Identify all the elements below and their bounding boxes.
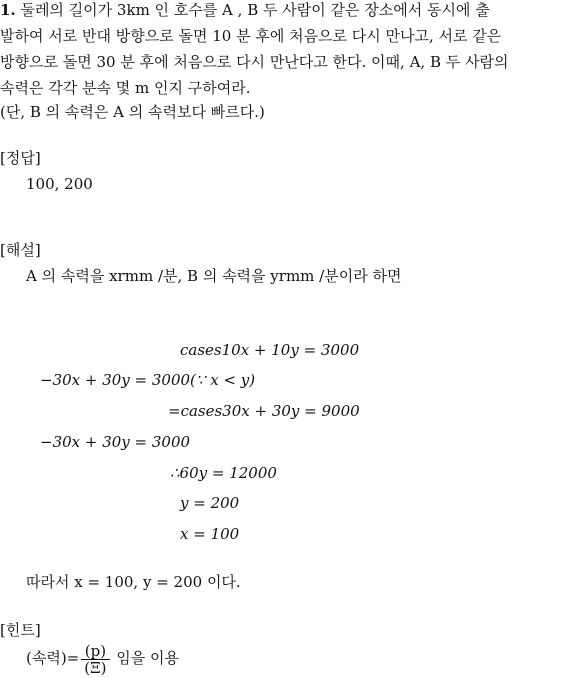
fraction-numerator: (p)	[81, 643, 109, 660]
hint-heading: [힌트]	[0, 621, 41, 639]
problem-line-4: 속력은 각각 분속 몇 m 인지 구하여라.	[0, 79, 251, 97]
speed-fraction	[81, 643, 109, 676]
solution-heading: [해설]	[0, 241, 41, 259]
problem-number: 1.	[0, 1, 16, 19]
problem-line-2: 발하여 서로 반대 방향으로 돌면 10 분 후에 처음으로 다시 만나고, 서로 같은	[0, 27, 502, 45]
solution-conclusion: 따라서 x = 100, y = 200 이다.	[26, 573, 241, 591]
problem-line-3: 방향으로 돌면 30 분 후에 처음으로 다시 만난다고 한다. 이때, A, B 두 사람의	[0, 53, 509, 71]
problem-text-1: 둘레의 길이가 3km 인 호수를 A , B 두 사람이 같은 장소에서 동시에 출	[20, 1, 490, 19]
hint-suffix: 임을 이용	[111, 649, 180, 667]
equation-7: x = 100	[180, 525, 240, 543]
hint-formula	[26, 640, 179, 676]
equation-6: y = 200	[180, 494, 240, 512]
equation-1: cases10x + 10y = 3000	[180, 341, 360, 359]
fraction-denominator: (Ξ)	[84, 658, 107, 677]
equation-2: −30x + 30y = 3000(∵ x < y)	[40, 371, 256, 389]
solution-intro: A 의 속력을 xrmm /분, B 의 속력을 yrmm /분이라 하면	[26, 267, 402, 285]
answer-heading: [정답]	[0, 149, 41, 167]
problem-line-1	[0, 0, 490, 20]
answer-value: 100, 200	[26, 175, 93, 193]
equation-5: ∴60y = 12000	[170, 464, 277, 482]
hint-prefix: (속력)=	[26, 649, 80, 667]
problem-line-5: (단, B 의 속력은 A 의 속력보다 빠르다.)	[0, 103, 265, 121]
equation-3: =cases30x + 30y = 9000	[168, 402, 360, 420]
equation-4: −30x + 30y = 3000	[40, 433, 191, 451]
